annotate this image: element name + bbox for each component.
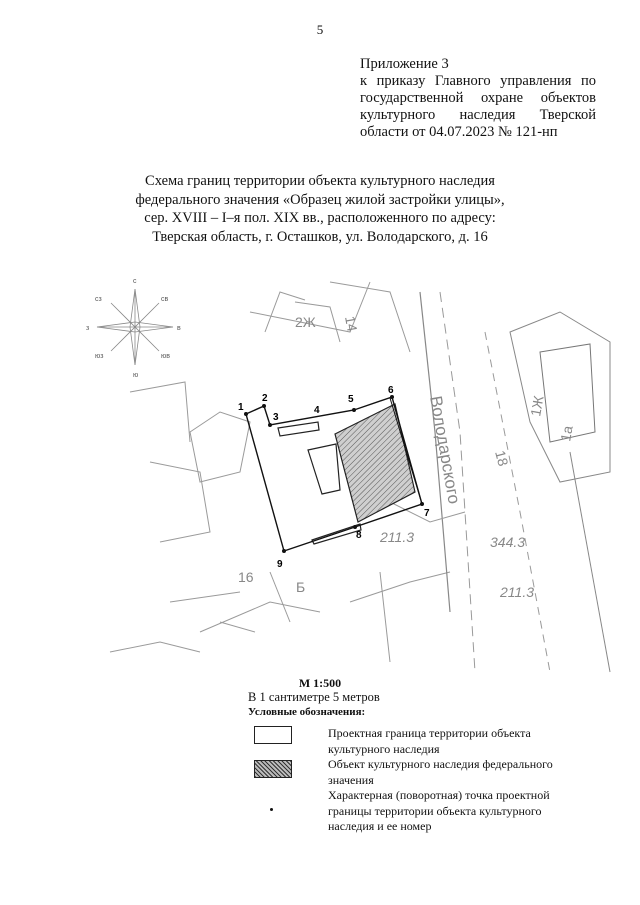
- cadastral-map: [86, 272, 620, 672]
- legend-point-symbol: [270, 808, 273, 811]
- point-label: 3: [273, 412, 279, 423]
- compass-label: с: [133, 278, 137, 285]
- scale-description: В 1 сантиметре 5 метров: [248, 690, 380, 704]
- title-line: сер. XVIII – I–я пол. XIX вв., расположенного по адресу:: [144, 210, 496, 226]
- house-number: 16: [238, 569, 254, 585]
- legend-heading: Условные обозначения:: [248, 706, 366, 718]
- legend-hatch-symbol: [254, 760, 292, 778]
- building-outline: [308, 444, 340, 494]
- compass-label: св: [161, 296, 169, 303]
- legend-outline-symbol: [254, 726, 292, 744]
- height-label: 344.3: [490, 534, 526, 550]
- compass-label: ю: [133, 372, 139, 379]
- document-title: [120, 172, 520, 246]
- point-label: 4: [314, 405, 320, 416]
- street-label: Володарского: [426, 394, 464, 506]
- boundary-point: [268, 423, 272, 427]
- appendix-line: культурного наследия Тверской: [360, 107, 596, 123]
- point-label: 2: [262, 393, 268, 404]
- compass-label: в: [177, 325, 181, 332]
- appendix-header: [360, 56, 596, 141]
- ruin-label: 1Ж: [527, 394, 547, 418]
- compass-label: юв: [161, 353, 170, 360]
- point-label: 8: [356, 530, 362, 541]
- boundary-point: [352, 408, 356, 412]
- point-label: 6: [388, 385, 394, 396]
- title-line: федерального значения «Образец жилой застройки улицы»,: [135, 191, 505, 208]
- boundary-point: [353, 525, 357, 529]
- appendix-line: государственной охране объектов: [360, 90, 596, 106]
- appendix-line: Приложение 3: [360, 56, 449, 72]
- page-number: 5: [316, 22, 324, 37]
- title-line: Схема границ территории объекта культурного наследия: [145, 173, 495, 189]
- legend-text: Проектная граница территории объекта культурного наследия: [328, 726, 531, 756]
- house-number: 14: [342, 314, 361, 333]
- boundary-point: [262, 404, 266, 408]
- ruin-label: Б: [296, 579, 306, 595]
- heritage-object-area: [335, 404, 415, 522]
- point-label: 1: [238, 402, 244, 413]
- house-number: 1а: [557, 424, 576, 443]
- compass-label: з: [86, 325, 90, 332]
- ruin-label: 2Ж: [295, 314, 316, 330]
- compass-rose: [86, 278, 181, 379]
- point-label: 7: [424, 508, 430, 519]
- building-outline: [278, 422, 319, 436]
- appendix-line: области от 04.07.2023 № 121-нп: [360, 124, 558, 140]
- compass-label: сз: [95, 296, 102, 303]
- appendix-line: к приказу Главного управления по: [360, 73, 596, 89]
- house-number: 18: [492, 448, 512, 468]
- height-label: 211.3: [380, 529, 414, 545]
- title-line: Тверская область, г. Осташков, ул. Володарского, д. 16: [152, 228, 488, 245]
- boundary-point: [244, 412, 248, 416]
- map-scale: М 1:500: [298, 676, 342, 690]
- height-label: 211.3: [500, 584, 534, 600]
- boundary-point: [282, 549, 286, 553]
- point-label: 5: [348, 394, 354, 405]
- boundary-point: [420, 502, 424, 506]
- legend-text: Объект культурного наследия федерального значения: [328, 757, 553, 787]
- point-label: 9: [277, 559, 283, 570]
- compass-label: юз: [95, 353, 104, 360]
- legend-text: Характерная (поворотная) точка проектной границы территории объекта культурного наследия и ее номер: [328, 788, 550, 833]
